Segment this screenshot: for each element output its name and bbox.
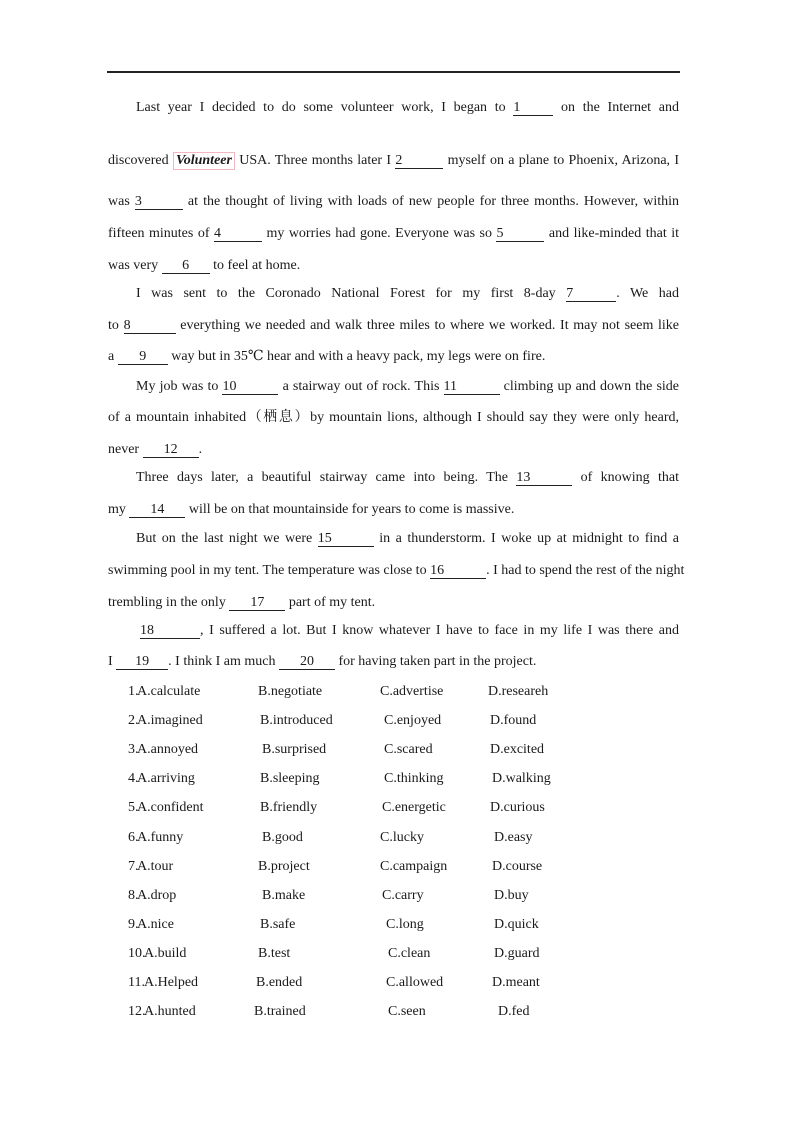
answer-blank-20: 20 [279,655,335,670]
option-d[interactable]: D.found [490,713,537,728]
passage-text: I [108,654,117,669]
passage-text: on the Internet and [553,100,679,115]
answer-blank-17: 17 [229,596,285,611]
question-number: 8. [128,888,139,903]
option-a[interactable]: A.drop [137,888,177,903]
passage-line [108,349,679,365]
passage-text: will be on that mountainside for years to come is massive. [185,502,515,517]
passage-text: climbing up and down the side [499,379,679,394]
passage-text: part of my tent. [285,595,376,610]
passage-text: a [108,349,118,364]
option-a[interactable]: A.calculate [137,684,201,699]
passage-text: Three days later, a beautiful stairway came into being. The [136,470,517,485]
option-a[interactable]: A.Helped [144,975,199,990]
option-a[interactable]: A.arriving [137,771,195,786]
option-a[interactable]: A.imagined [137,713,203,728]
option-d[interactable]: D.meant [492,975,540,990]
option-c[interactable]: C.lucky [380,830,424,845]
option-b[interactable]: B.test [258,946,291,961]
question-number: 9. [128,917,139,932]
passage-line [136,531,679,547]
passage-text: discovered [108,153,173,168]
passage-text: for having taken part in the project. [334,654,537,669]
passage-text: to [108,318,124,333]
answer-blank-3: 3 [135,195,183,210]
option-b[interactable]: B.negotiate [258,684,323,699]
option-b[interactable]: B.introduced [260,713,333,728]
passage-text: swimming pool in my tent. The temperature was close to [108,563,431,578]
passage-text: . I think I am much [168,654,279,669]
passage-line [136,100,679,116]
passage-text: of a mountain inhabited（栖息）by mountain lions, although I should say they were only heard, [108,410,679,425]
option-d[interactable]: D.buy [494,888,529,903]
passage-text: I was sent to the Coronado National Forest for my first 8-day [136,286,567,301]
option-b[interactable]: B.ended [256,975,303,990]
passage-text: was [108,194,135,209]
passage-line [136,286,679,302]
option-d[interactable]: D.walking [492,771,551,786]
passage-text: trembling in the only [108,595,230,610]
passage-line [140,623,679,639]
passage-line [108,595,679,611]
passage-text: . We had [616,286,679,301]
option-d[interactable]: D.course [492,859,543,874]
answer-blank-5: 5 [496,227,544,242]
option-b[interactable]: B.safe [260,917,296,932]
answer-blank-15: 15 [318,532,374,547]
passage-text: fifteen minutes of [108,226,214,241]
option-c[interactable]: C.allowed [386,975,444,990]
option-c[interactable]: C.enjoyed [384,713,442,728]
passage-text: way but in 35℃ hear and with a heavy pack, my legs were on fire. [167,349,546,364]
option-a[interactable]: A.tour [137,859,174,874]
passage-text: . [198,442,203,457]
question-number: 5. [128,800,139,815]
passage-text: My job was to [136,379,223,394]
option-b[interactable]: B.good [262,830,303,845]
passage-text: . I had to spend the rest of the night [486,563,685,578]
answer-blank-18: 18 [140,624,200,639]
option-a[interactable]: A.funny [137,830,184,845]
option-d[interactable]: D.easy [494,830,533,845]
option-c[interactable]: C.clean [388,946,431,961]
answer-blank-12: 12 [143,443,199,458]
option-d[interactable]: D.guard [494,946,540,961]
option-b[interactable]: B.sleeping [260,771,320,786]
passage-text: a stairway out of rock. This [278,379,444,394]
passage-line [108,194,679,210]
passage-text: , I suffered a lot. But I know whatever I have to face in my life I was there and [200,623,679,638]
option-a[interactable]: A.confident [137,800,204,815]
volunteer-highlight: Volunteer [173,152,235,170]
answer-blank-16: 16 [430,564,486,579]
option-c[interactable]: C.seen [388,1004,426,1019]
passage-line [108,563,685,579]
option-d[interactable]: D.quick [494,917,539,932]
answer-blank-7: 7 [566,287,616,302]
question-number: 7. [128,859,139,874]
option-c[interactable]: C.long [386,917,424,932]
passage-text: my worries had gone. Everyone was so [261,226,497,241]
answer-blank-2: 2 [395,154,443,169]
option-c[interactable]: C.campaign [380,859,448,874]
option-b[interactable]: B.surprised [262,742,327,757]
passage-line [108,502,679,518]
passage-text: never [108,442,143,457]
passage-text: in a thunderstorm. I woke up at midnight to find a [373,531,680,546]
answer-blank-9: 9 [118,350,168,365]
passage-text: But on the last night we were [136,531,318,546]
answer-blank-14: 14 [129,503,185,518]
passage-text: my [108,502,130,517]
option-a[interactable]: A.annoyed [137,742,199,757]
answer-blank-6: 6 [162,259,210,274]
passage-line [108,152,679,170]
question-number: 11. [128,975,145,990]
passage-text: USA. Three months later I [234,153,396,168]
question-number: 3. [128,742,139,757]
passage-line [136,470,679,486]
question-number: 2. [128,713,139,728]
option-b[interactable]: B.project [258,859,310,874]
option-b[interactable]: B.trained [254,1004,306,1019]
passage-text: everything we needed and walk three miles to where we worked. It may not seem like [175,318,680,333]
option-c[interactable]: C.energetic [382,800,446,815]
passage-text: and like-minded that it [544,226,679,241]
question-number: 10. [128,946,146,961]
question-number: 12. [128,1004,146,1019]
question-number: 4. [128,771,139,786]
option-d[interactable]: D.excited [490,742,545,757]
option-a[interactable]: A.hunted [144,1004,196,1019]
option-d[interactable]: D.fed [498,1004,530,1019]
passage-text: was very [108,258,162,273]
passage-line [108,410,679,426]
option-d[interactable]: D.researeh [488,684,549,699]
passage-line [108,442,679,458]
passage-line [108,318,679,334]
passage-line [108,258,679,274]
option-a[interactable]: A.build [144,946,187,961]
passage-text: at the thought of living with loads of new people for three months. However, within [182,194,679,209]
option-b[interactable]: B.make [262,888,306,903]
option-c[interactable]: C.thinking [384,771,444,786]
question-number: 6. [128,830,139,845]
option-a[interactable]: A.nice [137,917,174,932]
option-c[interactable]: C.scared [384,742,433,757]
answer-blank-11: 11 [444,380,500,395]
answer-blank-8: 8 [124,319,176,334]
answer-blank-4: 4 [214,227,262,242]
passage-text: to feel at home. [209,258,301,273]
passage-line [136,379,679,395]
option-c[interactable]: C.advertise [380,684,444,699]
passage-text: Last year I decided to do some volunteer work, I began to [136,100,514,115]
question-number: 1. [128,684,139,699]
option-b[interactable]: B.friendly [260,800,318,815]
header-rule [107,71,680,73]
answer-blank-10: 10 [222,380,278,395]
answer-blank-19: 19 [116,655,168,670]
option-d[interactable]: D.curious [490,800,545,815]
passage-line [108,654,679,670]
passage-line [108,226,679,242]
option-c[interactable]: C.carry [382,888,424,903]
answer-blank-1: 1 [513,101,553,116]
passage-text: of knowing that [572,470,679,485]
passage-text: myself on a plane to Phoenix, Arizona, I [443,153,679,168]
answer-blank-13: 13 [516,471,572,486]
